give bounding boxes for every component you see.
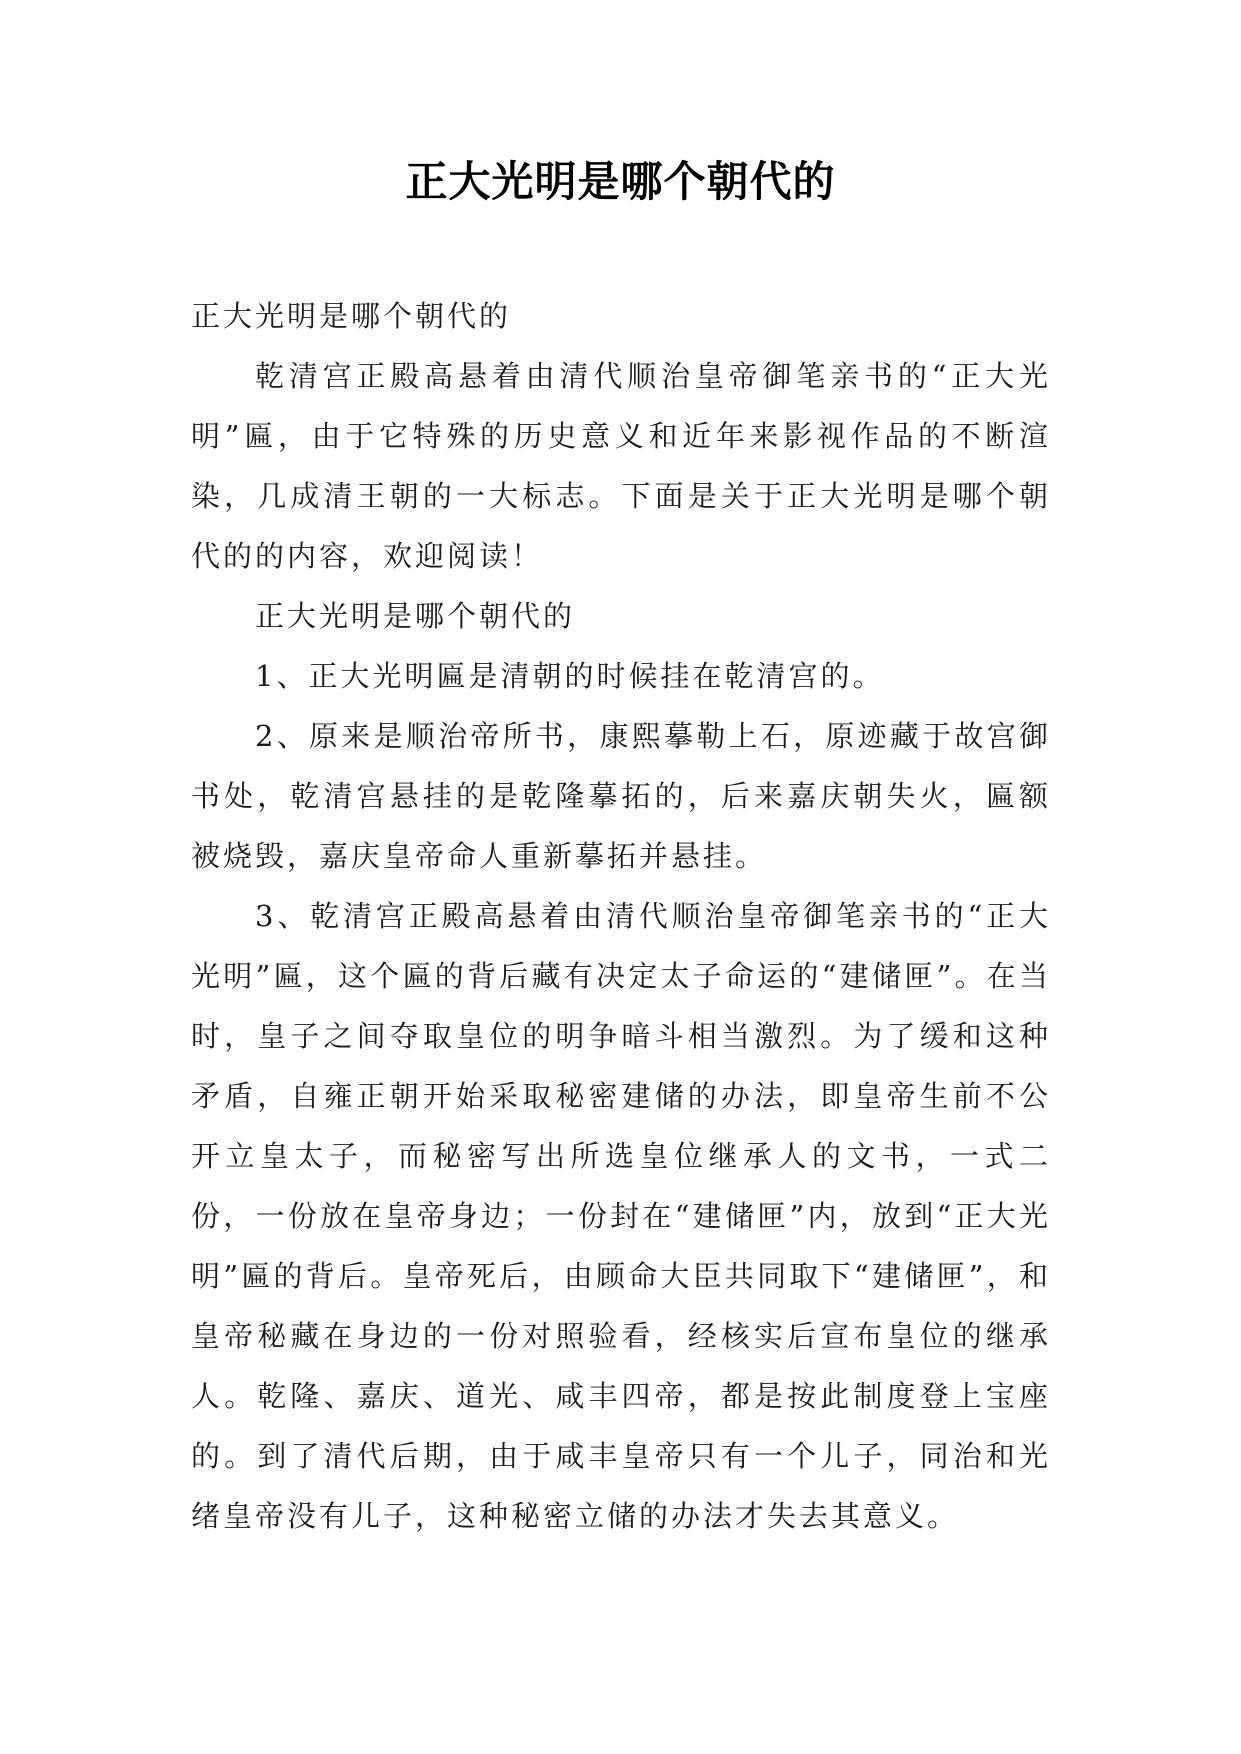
paragraph-point-2: 2、原来是顺治帝所书，康熙摹勒上石，原迹藏于故宫御书处，乾清宫悬挂的是乾隆摹拓的，后来嘉庆朝失火，匾额被烧毁，嘉庆皇帝命人重新摹拓并悬挂。 xyxy=(191,719,1051,873)
paragraph-section-heading: 正大光明是哪个朝代的 xyxy=(255,599,576,633)
paragraph-intro: 乾清宫正殿高悬着由清代顺治皇帝御笔亲书的“正大光明”匾，由于它特殊的历史意义和近年来影视作品的不断渲染，几成清王朝的一大标志。下面是关于正大光明是哪个朝代的的内容，欢迎阅读！ xyxy=(191,359,1051,573)
paragraph-point-3: 3、乾清宫正殿高悬着由清代顺治皇帝御笔亲书的“正大光明”匾，这个匾的背后藏有决定太子命运的“建储匣”。在当时，皇子之间夺取皇位的明争暗斗相当激烈。为了缓和这种矛盾，自雍正朝开始采取秘密建储的办法，即皇帝生前不公开立皇太子，而秘密写出所选皇位继承人的文书，一式二份，一份放在皇帝身边；一份封在“建储匣”内，放到“正大光明”匾的背后。皇帝死后，由顾命大臣共同取下“建储匣”，和皇帝秘藏在身边的一份对照验看，经核实后宣布皇位的继承人。乾隆、嘉庆、道光、咸丰四帝，都是按此制度登上宝座的。到了清代后期，由于咸丰皇帝只有一个儿子，同治和光绪皇帝没有儿子，这种秘密立储的办法才失去其意义。 xyxy=(191,899,1051,1533)
document-body xyxy=(191,286,1051,1546)
document-title: 正大光明是哪个朝代的 xyxy=(405,157,836,206)
paragraph-point-1: 1、正大光明匾是清朝的时候挂在乾清宫的。 xyxy=(255,659,885,693)
paragraph-subtitle: 正大光明是哪个朝代的 xyxy=(191,299,512,333)
